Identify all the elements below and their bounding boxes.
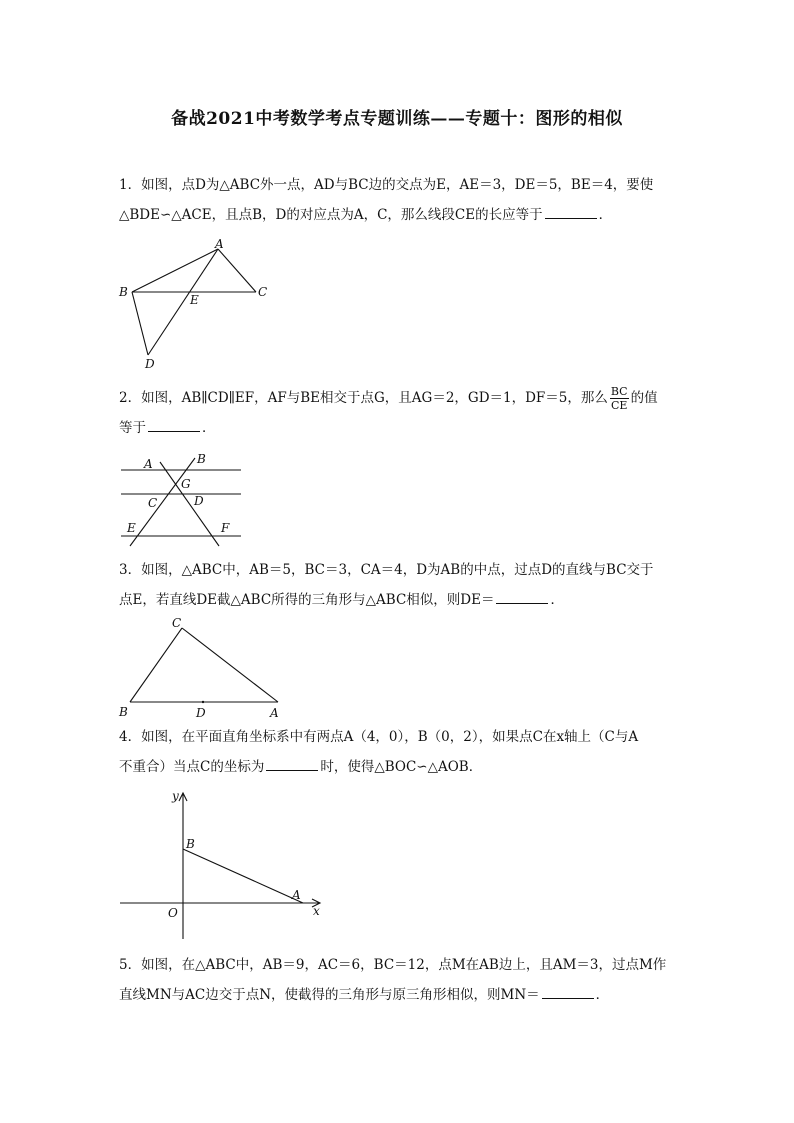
segment-ab xyxy=(183,849,303,903)
label-b: B xyxy=(119,705,128,719)
question-4-line-1: 4．如图，在平面直角坐标系中有两点A（4，0），B（0，2），如果点C在x轴上（C与A xyxy=(119,729,639,745)
label-b: B xyxy=(119,285,128,299)
label-b: B xyxy=(186,837,195,851)
label-f: F xyxy=(221,521,230,535)
segment-af xyxy=(160,462,219,546)
label-g: G xyxy=(181,477,191,491)
question-5-line-1: 5．如图，在△ABC中，AB＝9，AC＝6，BC＝12，点M在AB边上，且AM＝3，过点M作 xyxy=(119,957,667,973)
label-e: E xyxy=(127,521,136,535)
segment-ab xyxy=(132,249,218,292)
question-5-line-2: 直线MN与AC边交于点N，使截得的三角形与原三角形相似，则MN＝ ． xyxy=(119,980,679,1010)
label-a: A xyxy=(270,706,279,720)
segment-ad xyxy=(148,249,218,355)
figure-4-coordinate-plane xyxy=(110,785,330,945)
label-c: C xyxy=(148,496,158,510)
label-d: D xyxy=(145,357,155,371)
question-2 xyxy=(119,383,679,443)
question-2-line-1: 2．如图，AB∥CD∥EF，AF与BE相交于点G，且AG＝2，GD＝1，DF＝5，那么 $\frac{BC}{CE}$ 的值 xyxy=(119,385,658,412)
figure-2-parallel-lines xyxy=(115,450,250,550)
question-3-line-2: 点E，若直线DE截△ABC所得的三角形与△ABC相似，则DE＝ ． xyxy=(119,585,679,615)
answer-blank-3[interactable] xyxy=(496,589,548,604)
figure-1-triangle-abc-d xyxy=(110,235,280,375)
label-d: D xyxy=(194,494,204,508)
question-4-line-2: 不重合）当点C的坐标为 时，使得△BOC∽△AOB． xyxy=(119,752,679,782)
label-x: x xyxy=(313,904,320,918)
fraction-bc-over-ce: $\frac{BC}{CE}$ xyxy=(610,385,628,412)
question-5 xyxy=(119,950,679,1010)
segment-be xyxy=(130,458,195,546)
label-a: A xyxy=(144,457,153,471)
question-3-line-1: 3．如图，△ABC中，AB＝5，BC＝3，CA＝4，D为AB的中点，过点D的直线与BC交于 xyxy=(119,562,654,578)
label-o: O xyxy=(168,906,178,920)
answer-blank-4[interactable] xyxy=(266,756,318,771)
point-d xyxy=(202,701,204,703)
segment-bd xyxy=(132,292,148,355)
page-title: 备战2021中考数学考点专题训练——专题十：图形的相似 xyxy=(171,109,623,129)
question-1-line-1: 1．如图，点D为△ABC外一点，AD与BC边的交点为E，AE＝3，DE＝5，BE＝4，要使 xyxy=(119,177,654,193)
question-1 xyxy=(119,170,679,230)
segment-ca xyxy=(182,628,278,702)
question-1-line-2: △BDE∽△ACE，且点B，D的对应点为A，C，那么线段CE的长应等于 ． xyxy=(119,200,679,230)
label-a: A xyxy=(292,888,301,902)
label-a: A xyxy=(215,237,224,251)
question-2-line-2: 等于 ． xyxy=(119,413,679,443)
label-b: B xyxy=(197,452,206,466)
label-c: C xyxy=(172,616,182,630)
segment-ac xyxy=(218,249,256,292)
label-c: C xyxy=(258,285,268,299)
label-e: E xyxy=(190,293,199,307)
label-y: y xyxy=(172,789,179,803)
question-4 xyxy=(119,722,679,782)
answer-blank-5[interactable] xyxy=(542,984,594,999)
label-d: D xyxy=(196,706,206,720)
question-3 xyxy=(119,555,679,615)
answer-blank-1[interactable] xyxy=(545,204,597,219)
figure-3-triangle-abc xyxy=(110,612,290,724)
answer-blank-2[interactable] xyxy=(148,417,200,432)
segment-bc xyxy=(130,628,182,702)
